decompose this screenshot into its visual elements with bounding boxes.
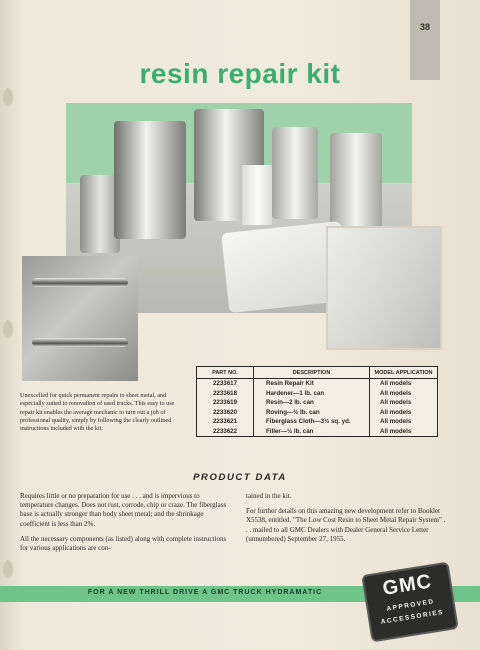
badge-line: ACCESSORIES [380,608,445,626]
page-title: resin repair kit [139,58,341,89]
resin-can-image [330,133,382,229]
body-paragraph: All the necessary components (as listed) along with complete instructions for various applications are con- [20,534,227,553]
table-row [197,427,438,437]
footer-slogan: FOR A NEW THRILL DRIVE A GMC TRUCK HYDRAMATIC [87,589,323,596]
table-row [197,417,438,427]
repair-seam-photo [22,256,138,381]
table-row [197,408,438,418]
product-data-right-column [246,492,446,550]
table-row [197,379,438,389]
column-header: MODEL APPLICATION [370,367,438,379]
part-number-cell: 2233618 [212,389,238,397]
body-paragraph: For further details on this amazing new development refer to Booklet X5538, entitled, "The Low Cost Resin to Sheet Metal Repair System" . . . mailed to all GMC Dealers with Dealer General Service Letter (unnumbered) September 27, 1955. [246,507,446,543]
resin-can-image [272,127,318,219]
part-number-cell: 2233620 [212,408,238,416]
part-number-cell: 2233619 [212,399,238,407]
badge-line: APPROVED [386,598,436,613]
description-cell: Resin Repair Kit [254,379,370,389]
table-row [197,389,438,399]
table-row [197,398,438,408]
application-cell: All models [370,408,438,418]
description-cell: Roving—½ lb. can [254,408,370,418]
part-number-cell: 2233621 [212,418,238,426]
body-paragraph: tained in the kit. [246,492,292,500]
gmc-logo: GMC [381,570,434,600]
application-cell: All models [370,398,438,408]
part-number-cell: 2233622 [212,427,238,435]
body-paragraph: Requires little or no preparation for use . . . and is impervious to temperature changes. Does not rust, corrode, chip or craze. The fiberglass base is actually stronger than body sheet metal; and the shrinkage coefficient is less than 2%. [20,492,227,528]
weld-seam-image [32,278,128,287]
application-cell: All models [370,379,438,389]
description-cell: Fiberglass Cloth—3½ sq. yd. [254,417,370,427]
description-cell: Resin—2 lb. can [254,398,370,408]
description-cell: Filler—½ lb. can [254,427,370,437]
column-header: DESCRIPTION [254,367,370,379]
application-cell: All models [370,417,438,427]
product-data-heading: PRODUCT DATA [193,472,287,483]
intro-paragraph: Unexcelled for quick permanent repairs to sheet metal, and especially suited to renovation of used trucks. This easy to use repair kit enables the average mechanic to turn out a job of professional quality, simply by following the clearly outlined instructions included with the kit. [20,392,175,433]
large-can-image [114,121,186,239]
application-cell: All models [370,427,438,437]
binding-hole [3,320,13,338]
table-header-row [197,367,438,379]
binding-hole [3,88,13,106]
product-data-left-column [20,492,230,559]
column-header: PART NO. [197,367,254,379]
page-number: 38 [419,22,430,32]
weld-seam-image [32,338,128,347]
application-cell: All models [370,389,438,399]
description-cell: Hardener—1 lb. can [254,389,370,399]
parts-table [196,366,438,437]
truck-fender-photo [326,226,442,350]
binding-hole [3,560,13,578]
gmc-approved-badge [361,562,459,643]
part-number-cell: 2233617 [212,380,238,388]
paper-cups-image [242,165,272,225]
